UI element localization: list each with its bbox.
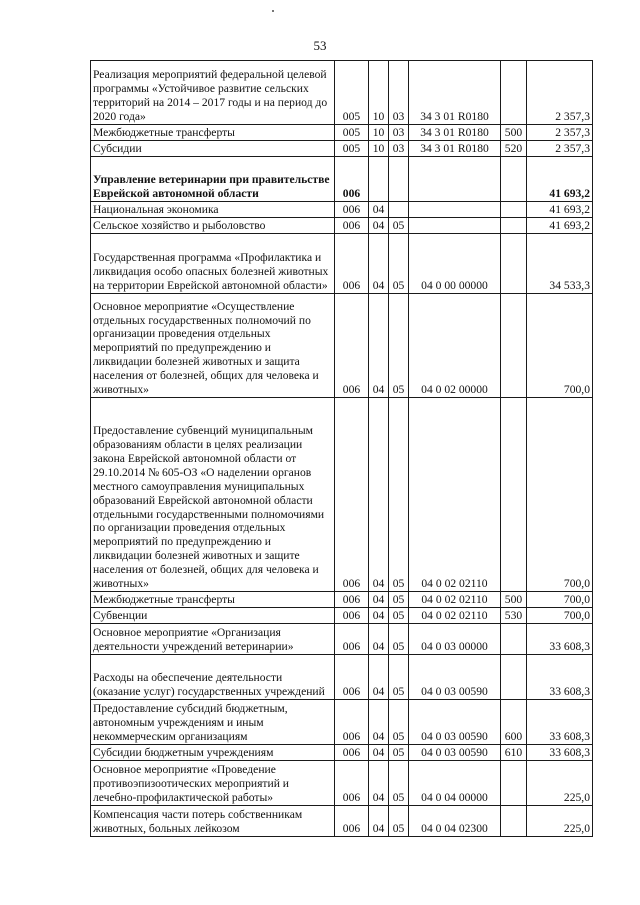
amount-cell: 700,0 xyxy=(527,294,593,398)
subsection-code-cell: 05 xyxy=(389,608,409,624)
subsection-code-cell: 03 xyxy=(389,141,409,157)
ministry-code-cell: 006 xyxy=(335,234,369,294)
section-code-cell: 04 xyxy=(369,806,389,837)
target-article-cell: 34 3 01 R0180 xyxy=(409,125,501,141)
table-row xyxy=(91,61,593,125)
target-article-cell: 04 0 03 00000 xyxy=(409,624,501,655)
subsection-code-cell: 05 xyxy=(389,294,409,398)
target-article-cell: 04 0 03 00590 xyxy=(409,745,501,761)
subsection-code-cell: 05 xyxy=(389,700,409,745)
ministry-code-cell: 006 xyxy=(335,592,369,608)
page-number: 53 xyxy=(313,38,327,53)
table-row xyxy=(91,218,593,234)
subsection-code-cell: 05 xyxy=(389,592,409,608)
expense-type-cell: 520 xyxy=(501,141,527,157)
section-code-cell: 04 xyxy=(369,624,389,655)
ministry-code-cell: 006 xyxy=(335,202,369,218)
expense-type-cell xyxy=(501,761,527,806)
row-name-cell: Управление ветеринарии при правительстве Еврейской автономной области xyxy=(91,157,335,202)
subsection-code-cell: 05 xyxy=(389,398,409,592)
section-code-cell: 04 xyxy=(369,218,389,234)
subsection-code-cell xyxy=(389,202,409,218)
target-article-cell: 04 0 04 00000 xyxy=(409,761,501,806)
row-name-cell: Межбюджетные трансферты xyxy=(91,592,335,608)
section-code-cell: 04 xyxy=(369,761,389,806)
expense-type-cell xyxy=(501,61,527,125)
target-article-cell: 04 0 02 00000 xyxy=(409,294,501,398)
subsection-code-cell: 05 xyxy=(389,806,409,837)
target-article-cell: 04 0 03 00590 xyxy=(409,700,501,745)
ministry-code-cell: 006 xyxy=(335,761,369,806)
table-row xyxy=(91,806,593,837)
table-row xyxy=(91,141,593,157)
subsection-code-cell: 05 xyxy=(389,745,409,761)
table-body xyxy=(91,61,593,837)
ministry-code-cell: 006 xyxy=(335,655,369,700)
target-article-cell xyxy=(409,218,501,234)
amount-cell: 2 357,3 xyxy=(527,61,593,125)
target-article-cell: 04 0 03 00590 xyxy=(409,655,501,700)
subsection-code-cell: 03 xyxy=(389,61,409,125)
ministry-code-cell: 006 xyxy=(335,398,369,592)
ministry-code-cell: 006 xyxy=(335,745,369,761)
section-code-cell: 10 xyxy=(369,141,389,157)
subsection-code-cell: 05 xyxy=(389,218,409,234)
ministry-code-cell: 006 xyxy=(335,700,369,745)
row-name-cell: Субсидии бюджетным учреждениям xyxy=(91,745,335,761)
table-row xyxy=(91,202,593,218)
target-article-cell: 34 3 01 R0180 xyxy=(409,141,501,157)
table-row xyxy=(91,655,593,700)
table-row xyxy=(91,157,593,202)
target-article-cell xyxy=(409,202,501,218)
section-code-cell: 04 xyxy=(369,202,389,218)
amount-cell: 700,0 xyxy=(527,608,593,624)
table-row xyxy=(91,745,593,761)
target-article-cell: 04 0 00 00000 xyxy=(409,234,501,294)
expense-type-cell xyxy=(501,398,527,592)
row-name-cell: Сельское хозяйство и рыболовство xyxy=(91,218,335,234)
section-code-cell: 04 xyxy=(369,398,389,592)
ministry-code-cell: 006 xyxy=(335,294,369,398)
amount-cell: 33 608,3 xyxy=(527,655,593,700)
section-code-cell: 04 xyxy=(369,655,389,700)
subsection-code-cell: 03 xyxy=(389,125,409,141)
row-name-cell: Компенсация части потерь собственникам животных, больных лейкозом xyxy=(91,806,335,837)
expense-type-cell: 600 xyxy=(501,700,527,745)
expense-type-cell xyxy=(501,806,527,837)
row-name-cell: Национальная экономика xyxy=(91,202,335,218)
section-code-cell: 04 xyxy=(369,294,389,398)
expense-type-cell: 500 xyxy=(501,125,527,141)
expense-type-cell: 610 xyxy=(501,745,527,761)
amount-cell: 41 693,2 xyxy=(527,202,593,218)
amount-cell: 34 533,3 xyxy=(527,234,593,294)
expense-type-cell xyxy=(501,624,527,655)
amount-cell: 2 357,3 xyxy=(527,125,593,141)
subsection-code-cell xyxy=(389,157,409,202)
row-name-cell: Предоставление субсидий бюджетным, автономным учреждениям и иным некоммерческим организациям xyxy=(91,700,335,745)
row-name-cell: Субвенции xyxy=(91,608,335,624)
row-name-cell: Основное мероприятие «Проведение противоэпизоотических мероприятий и лечебно-профилактической работы» xyxy=(91,761,335,806)
amount-cell: 33 608,3 xyxy=(527,624,593,655)
target-article-cell: 04 0 04 02300 xyxy=(409,806,501,837)
ministry-code-cell: 005 xyxy=(335,61,369,125)
row-name-cell: Межбюджетные трансферты xyxy=(91,125,335,141)
section-code-cell: 04 xyxy=(369,592,389,608)
ministry-code-cell: 006 xyxy=(335,806,369,837)
subsection-code-cell: 05 xyxy=(389,624,409,655)
ministry-code-cell: 005 xyxy=(335,125,369,141)
section-code-cell: 10 xyxy=(369,61,389,125)
section-code-cell: 04 xyxy=(369,700,389,745)
scan-speck xyxy=(272,10,274,12)
row-name-cell: Государственная программа «Профилактика и ликвидация особо опасных болезней животных на территории Еврейской автономной области» xyxy=(91,234,335,294)
target-article-cell: 34 3 01 R0180 xyxy=(409,61,501,125)
table-row xyxy=(91,234,593,294)
target-article-cell: 04 0 02 02110 xyxy=(409,592,501,608)
amount-cell: 225,0 xyxy=(527,806,593,837)
target-article-cell xyxy=(409,157,501,202)
budget-table xyxy=(90,60,593,837)
expense-type-cell xyxy=(501,655,527,700)
ministry-code-cell: 006 xyxy=(335,624,369,655)
table-row xyxy=(91,294,593,398)
target-article-cell: 04 0 02 02110 xyxy=(409,398,501,592)
subsection-code-cell: 05 xyxy=(389,761,409,806)
row-name-cell: Субсидии xyxy=(91,141,335,157)
table-row xyxy=(91,125,593,141)
ministry-code-cell: 006 xyxy=(335,608,369,624)
row-name-cell: Реализация мероприятий федеральной целевой программы «Устойчивое развитие сельских территорий на 2014 – 2017 годы и на период до 2020 года» xyxy=(91,61,335,125)
amount-cell: 2 357,3 xyxy=(527,141,593,157)
row-name-cell: Основное мероприятие «Осуществление отдельных государственных полномочий по организации проведения отдельных мероприятий по предупреждению и ликвидации болезней животных и защита населения от болезней, общих для человека и животных» xyxy=(91,294,335,398)
section-code-cell: 10 xyxy=(369,125,389,141)
table-row xyxy=(91,700,593,745)
amount-cell: 225,0 xyxy=(527,761,593,806)
table-row xyxy=(91,608,593,624)
amount-cell: 33 608,3 xyxy=(527,745,593,761)
table-row xyxy=(91,592,593,608)
amount-cell: 41 693,2 xyxy=(527,157,593,202)
row-name-cell: Предоставление субвенций муниципальным образованиям области в целях реализации закона Еврейской автономной области от 29.10.2014 № 605-ОЗ «О наделении органов местного самоуправления муниципальных образований Еврейской автономной области отдельными государственными полномочиями по организации проведения отдельных мероприятий по предупреждению и ликвидации болезней животных и защите населения от болезней, общих для человека и животных» xyxy=(91,398,335,592)
expense-type-cell xyxy=(501,218,527,234)
subsection-code-cell: 05 xyxy=(389,234,409,294)
ministry-code-cell: 006 xyxy=(335,218,369,234)
amount-cell: 33 608,3 xyxy=(527,700,593,745)
row-name-cell: Основное мероприятие «Организация деятельности учреждений ветеринарии» xyxy=(91,624,335,655)
expense-type-cell xyxy=(501,294,527,398)
section-code-cell: 04 xyxy=(369,745,389,761)
expense-type-cell xyxy=(501,234,527,294)
section-code-cell: 04 xyxy=(369,234,389,294)
amount-cell: 700,0 xyxy=(527,398,593,592)
expense-type-cell: 530 xyxy=(501,608,527,624)
subsection-code-cell: 05 xyxy=(389,655,409,700)
section-code-cell xyxy=(369,157,389,202)
amount-cell: 700,0 xyxy=(527,592,593,608)
expense-type-cell: 500 xyxy=(501,592,527,608)
target-article-cell: 04 0 02 02110 xyxy=(409,608,501,624)
ministry-code-cell: 005 xyxy=(335,141,369,157)
table-row xyxy=(91,398,593,592)
row-name-cell: Расходы на обеспечение деятельности (оказание услуг) государственных учреждений xyxy=(91,655,335,700)
expense-type-cell xyxy=(501,157,527,202)
amount-cell: 41 693,2 xyxy=(527,218,593,234)
expense-type-cell xyxy=(501,202,527,218)
table-row xyxy=(91,624,593,655)
table-row xyxy=(91,761,593,806)
section-code-cell: 04 xyxy=(369,608,389,624)
ministry-code-cell: 006 xyxy=(335,157,369,202)
